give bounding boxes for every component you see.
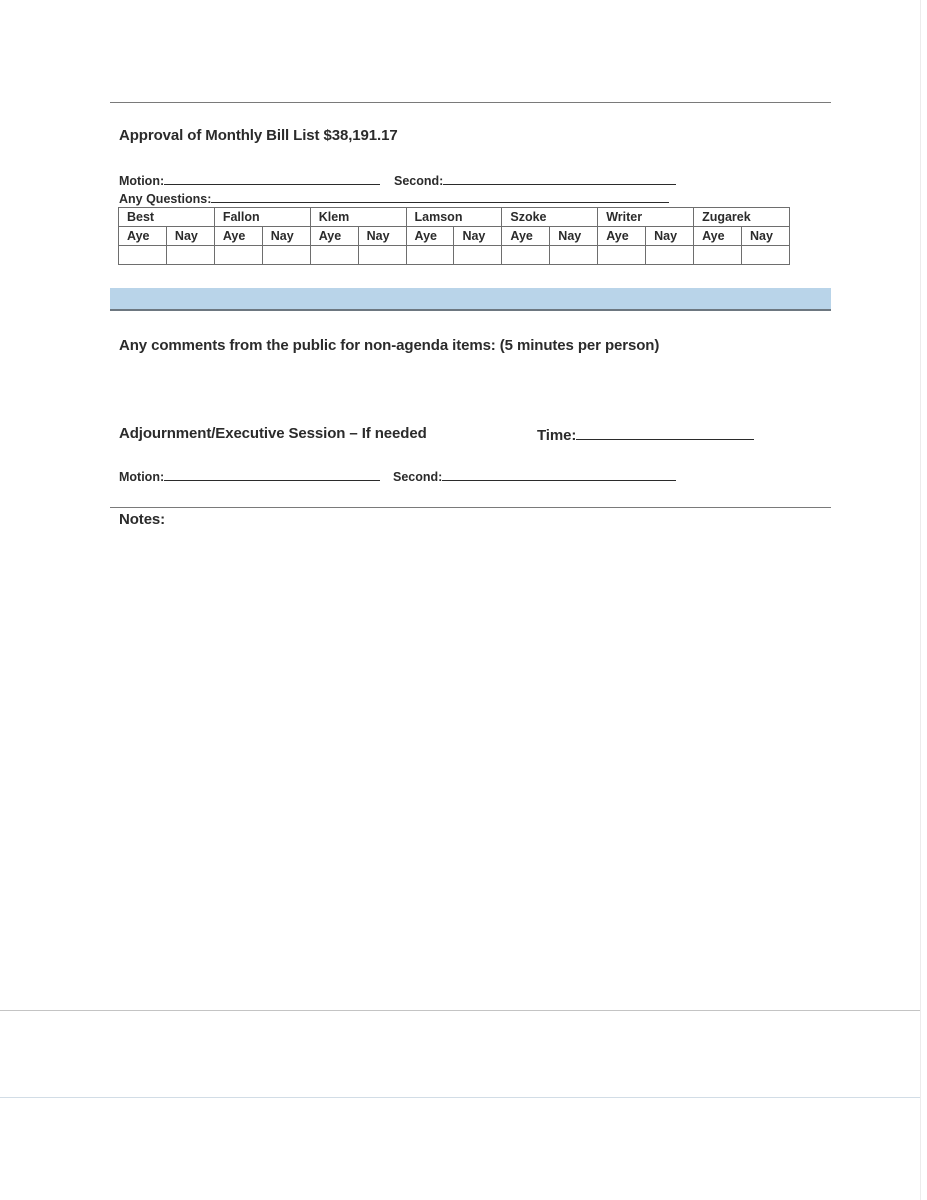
bill-motion-field[interactable] bbox=[164, 172, 380, 185]
bottom-scan-line-2 bbox=[0, 1097, 920, 1098]
adjournment-second-label: Second: bbox=[393, 470, 443, 484]
aye-header: Aye bbox=[119, 227, 167, 246]
notes-divider bbox=[110, 507, 831, 508]
adjournment-motion-row bbox=[119, 468, 380, 484]
vote-cell-szoke-aye[interactable] bbox=[502, 246, 550, 265]
nay-header: Nay bbox=[550, 227, 598, 246]
nay-header: Nay bbox=[358, 227, 406, 246]
bill-approval-title: Approval of Monthly Bill List $38,191.17 bbox=[119, 127, 398, 144]
vote-cell-klem-aye[interactable] bbox=[310, 246, 358, 265]
vote-table bbox=[118, 207, 790, 265]
bill-second-row bbox=[394, 172, 676, 188]
member-zugarek: Zugarek bbox=[694, 208, 790, 227]
adjournment-title: Adjournment/Executive Session – If needed bbox=[119, 425, 427, 442]
vote-cell-lamson-nay[interactable] bbox=[454, 246, 502, 265]
member-writer: Writer bbox=[598, 208, 694, 227]
bill-questions-label: Any Questions: bbox=[119, 192, 212, 206]
nay-header: Nay bbox=[741, 227, 789, 246]
bill-questions-field[interactable] bbox=[211, 190, 669, 203]
vote-cell-writer-nay[interactable] bbox=[646, 246, 694, 265]
adjournment-second-field[interactable] bbox=[442, 468, 676, 481]
member-klem: Klem bbox=[310, 208, 406, 227]
bill-motion-label: Motion: bbox=[119, 174, 165, 188]
top-divider bbox=[110, 102, 831, 103]
aye-header: Aye bbox=[502, 227, 550, 246]
adjournment-time-row bbox=[537, 425, 754, 444]
vote-header-row bbox=[119, 227, 790, 246]
bottom-scan-line-1 bbox=[0, 1010, 920, 1011]
bill-questions-row bbox=[119, 190, 669, 206]
adjournment-time-field[interactable] bbox=[576, 425, 754, 440]
public-comments-title: Any comments from the public for non-agenda items: (5 minutes per person) bbox=[119, 337, 660, 354]
vote-cell-szoke-nay[interactable] bbox=[550, 246, 598, 265]
aye-header: Aye bbox=[310, 227, 358, 246]
aye-header: Aye bbox=[598, 227, 646, 246]
vote-cell-klem-nay[interactable] bbox=[358, 246, 406, 265]
vote-cell-writer-aye[interactable] bbox=[598, 246, 646, 265]
member-fallon: Fallon bbox=[214, 208, 310, 227]
bill-second-field[interactable] bbox=[443, 172, 676, 185]
vote-entry-row bbox=[119, 246, 790, 265]
vote-member-row bbox=[119, 208, 790, 227]
vote-cell-best-nay[interactable] bbox=[166, 246, 214, 265]
member-best: Best bbox=[119, 208, 215, 227]
notes-label: Notes: bbox=[119, 511, 166, 528]
bill-motion-row bbox=[119, 172, 380, 188]
nay-header: Nay bbox=[646, 227, 694, 246]
vote-cell-best-aye[interactable] bbox=[119, 246, 167, 265]
aye-header: Aye bbox=[694, 227, 742, 246]
vote-cell-fallon-nay[interactable] bbox=[262, 246, 310, 265]
vote-cell-fallon-aye[interactable] bbox=[214, 246, 262, 265]
adjournment-time-label: Time: bbox=[537, 427, 577, 444]
nay-header: Nay bbox=[166, 227, 214, 246]
vote-cell-zugarek-nay[interactable] bbox=[741, 246, 789, 265]
vote-cell-lamson-aye[interactable] bbox=[406, 246, 454, 265]
nay-header: Nay bbox=[262, 227, 310, 246]
member-lamson: Lamson bbox=[406, 208, 502, 227]
adjournment-motion-label: Motion: bbox=[119, 470, 165, 484]
aye-header: Aye bbox=[406, 227, 454, 246]
vote-cell-zugarek-aye[interactable] bbox=[694, 246, 742, 265]
nay-header: Nay bbox=[454, 227, 502, 246]
section-separator-band bbox=[110, 288, 831, 311]
bill-second-label: Second: bbox=[394, 174, 444, 188]
aye-header: Aye bbox=[214, 227, 262, 246]
scan-edge bbox=[920, 0, 921, 1200]
adjournment-second-row bbox=[393, 468, 676, 484]
adjournment-motion-field[interactable] bbox=[164, 468, 380, 481]
member-szoke: Szoke bbox=[502, 208, 598, 227]
